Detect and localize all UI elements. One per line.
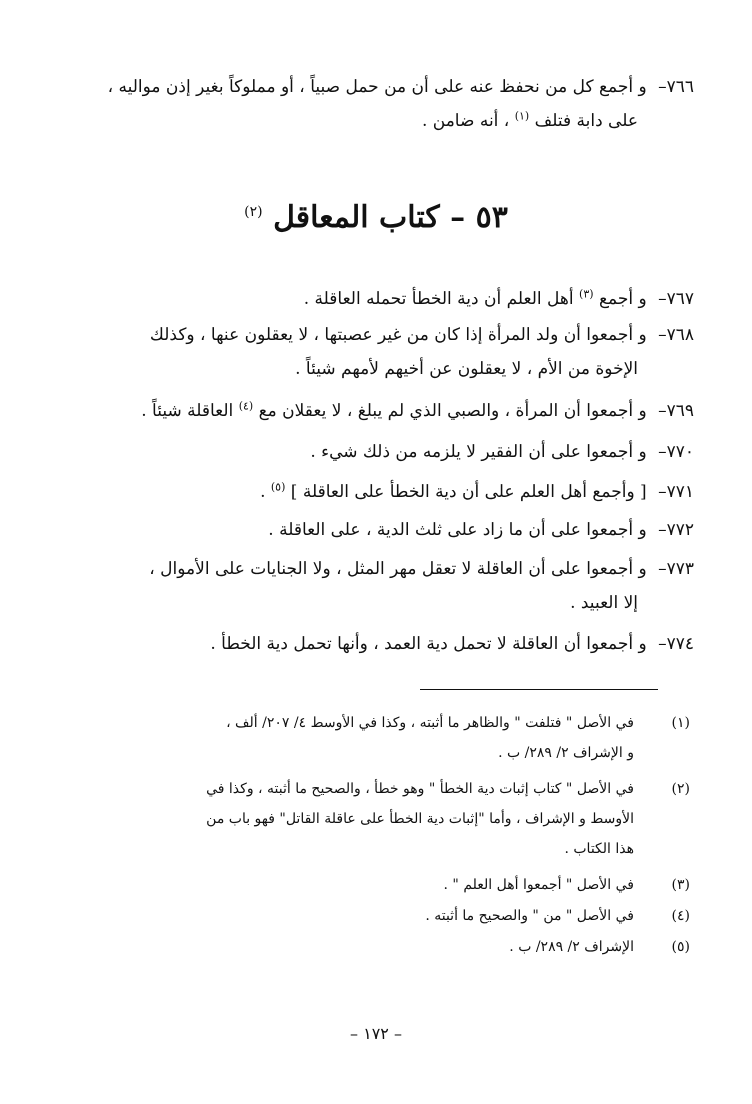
- paragraph-text: و أجمعوا أن المرأة ، والصبي الذي لم يبلغ ، لا يعقلان مع: [258, 401, 647, 421]
- paragraph-771: [54, 475, 694, 509]
- footnote-text: [60, 774, 634, 864]
- footnote-line: في الأصل " أجمعوا أهل العلم " .: [443, 877, 634, 893]
- footnote-5: [60, 932, 690, 962]
- footnote-line: في الأصل " من " والصحيح ما أثبته .: [425, 908, 634, 924]
- chapter-title: ٥٣ – كتاب المعاقل: [273, 200, 508, 235]
- footnote-line: في الأصل " فتلفت " والظاهر ما أثبته ، وكذا في الأوسط ٤/ ٢٠٧/ ألف ،: [226, 715, 634, 731]
- footnote-4: [60, 901, 690, 931]
- footnote-text: [60, 932, 634, 962]
- paragraph-text: و أجمع: [598, 289, 647, 309]
- footnote-ref: (٢): [244, 204, 263, 220]
- paragraph-line: [54, 318, 694, 352]
- paragraph-766: [54, 70, 694, 138]
- footnote-text: [60, 901, 634, 931]
- footnote-line: الإشراف ٢/ ٢٨٩/ ب .: [509, 939, 634, 955]
- footnote-number: (٢): [671, 781, 690, 797]
- footnote-separator: [420, 689, 658, 690]
- footnote-number: (٣): [671, 877, 690, 893]
- footnote-number: (٤): [671, 908, 690, 924]
- paragraph-number: ٧٧٢–: [658, 520, 694, 540]
- paragraph-continuation: [54, 104, 638, 138]
- footnote-ref: (٣): [579, 287, 594, 301]
- paragraph-line: [54, 552, 694, 586]
- footnote-3: [60, 870, 690, 900]
- footnote-line: هذا الكتاب .: [564, 841, 634, 857]
- paragraph-continuation: إلا العبيد .: [570, 593, 638, 613]
- paragraph-text: على دابة فتلف: [534, 111, 638, 131]
- paragraph-number: ٧٧٠–: [658, 442, 694, 462]
- paragraph-770: [54, 435, 694, 469]
- paragraph-text: العاقلة شيئاً .: [141, 401, 234, 421]
- footnote-line: في الأصل " كتاب إثبات دية الخطأ " وهو خطأ ، والصحيح ما أثبته ، وكذا في: [206, 781, 634, 797]
- paragraph-text: .: [260, 482, 266, 502]
- paragraph-number: ٧٧١–: [658, 482, 694, 502]
- paragraph-number: ٧٦٩–: [658, 401, 694, 421]
- paragraph-text: و أجمعوا على أن ما زاد على ثلث الدية ، على العاقلة .: [268, 520, 647, 540]
- paragraph-text: و أجمع كل من نحفظ عنه على أن من حمل صبياً ، أو مملوكاً بغير إذن مواليه ،: [107, 77, 647, 97]
- footnote-1: [60, 708, 690, 768]
- footnote-text: [60, 708, 634, 768]
- paragraph-text: و أجمعوا على أن الفقير لا يلزمه من ذلك شيء .: [310, 442, 647, 462]
- paragraph-767: [54, 282, 694, 316]
- footnote-number: (١): [671, 715, 690, 731]
- footnote-ref: (٥): [270, 480, 286, 494]
- footnote-text: [60, 870, 634, 900]
- paragraph-774: [54, 627, 694, 661]
- paragraph-772: [54, 513, 694, 547]
- paragraph-769: [54, 394, 694, 428]
- paragraph-text: ، أنه ضامن .: [421, 111, 510, 131]
- paragraph-continuation: الإخوة من الأم ، لا يعقلون عن أخيهم لأمهم شيئاً .: [295, 359, 638, 379]
- paragraph-text: أهل العلم أن دية الخطأ تحمله العاقلة .: [303, 289, 574, 309]
- chapter-heading: [0, 196, 752, 240]
- paragraph-number: ٧٧٤–: [658, 634, 694, 654]
- paragraph-773: [54, 552, 694, 620]
- footnote-ref: (٤): [238, 399, 254, 413]
- footnote-line: و الإشراف ٢/ ٢٨٩/ ب .: [498, 745, 634, 761]
- page-number: – ١٧٢ –: [350, 1024, 402, 1043]
- paragraph-number: ٧٧٣–: [658, 559, 694, 579]
- paragraph-text: و أجمعوا أن العاقلة لا تحمل دية العمد ، وأنها تحمل دية الخطأ .: [210, 634, 647, 654]
- paragraph-number: ٧٦٨–: [658, 325, 694, 345]
- paragraph-line: [54, 70, 694, 104]
- footnote-line: الأوسط و الإشراف ، وأما "إثبات دية الخطأ على عاقلة القاتل" فهو باب من: [206, 811, 634, 827]
- footnote-number: (٥): [671, 939, 690, 955]
- paragraph-number: ٧٦٧–: [658, 289, 694, 309]
- paragraph-768: [54, 318, 694, 386]
- footnote-2: [60, 774, 690, 864]
- paragraph-text: [ وأجمع أهل العلم على أن دية الخطأ على العاقلة ]: [290, 482, 647, 502]
- paragraph-text: و أجمعوا على أن العاقلة لا تعقل مهر المثل ، ولا الجنايات على الأموال ،: [149, 559, 647, 579]
- paragraph-text: و أجمعوا أن ولد المرأة إذا كان من غير عصبتها ، لا يعقلون عنها ، وكذلك: [149, 325, 647, 345]
- footnote-ref: (١): [514, 109, 530, 123]
- paragraph-number: ٧٦٦–: [658, 77, 694, 97]
